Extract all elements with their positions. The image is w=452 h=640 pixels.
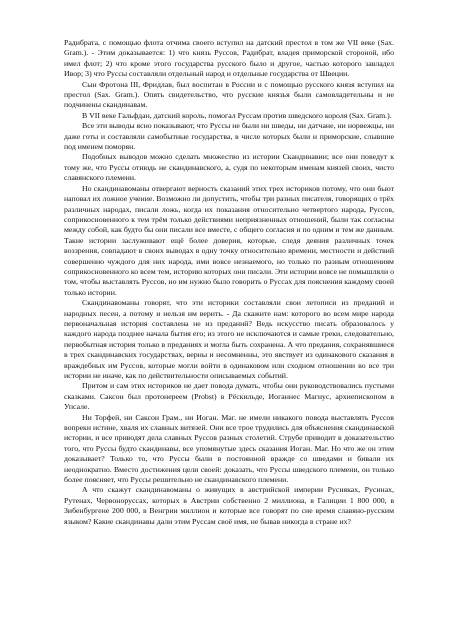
paragraph-10: А что скажут скандинавоманы о живущих в австрийской империи Русняках, Русинах, Рутенах, Червоноруссах, которых в Австрии собственно 2 миллиона, в Галиции 1 800 000, в Зибенбургене 200 000, в Венгрии миллион и которые все говорят по сие время славяно-русским языком? Какие скандинавы дали этим Руссам своё имя, не бывав никогда в стране их? [64,485,394,526]
paragraph-8: Притом и сам этих историков не дает повода думать, чтобы они руководствовались пустыми сказками. Саксон был протонереем (Probst) в Рёскильде, Иоганнес Магнус, архиепископом в Упсале. [64,381,394,412]
paragraph-7: Скандинавоманы говорят, что эти историки составляли свои летописи из преданий и народных песен, а потому и нельзя им верить. - Да скажите нам: которого во всем мире народа первоначальная история составлена не из преданий? Ведь искусство писать образовалось у каждого народа позднее начала бытия его; из этого не исключаются и самые греки, следовательно, первобытная история только в преданиях и могла быть сохранена. А что предания, сохранявшиеся в трех скандинавских государствах, верны и несомненны, это явствует из одинакового сказания в враждебных им Руссов, которые могли войти в одинаковом или сходном отношении во все три истории не иначе, как по действительности описываемых событий. [64,298,394,380]
paragraph-9: Ни Торфей, ни Саксон Грам., ни Иоган. Маг. не имели никакого повода выставлять Руссов вопреки истине, хваля их славных витязей. Они все трое трудились для объяснения скандинавской истории, и все приводят дела славных Руссов разных столетий. Струбе приводит в доказательство того, что Руссы будто скандинавы, все упомянутые здесь сказания Иоган. Маг. Но что же он этим доказывает? Только то, что Руссы были в постоянной вражде со шведами и бивали их неоднократно. Вместо достижения цели своей: доказать, что Руссы шведского племени, он только более поясняет, что Руссы решительно не скандинавского племени. [64,412,394,485]
paragraph-2: Сын Фротона III, Фридлав, был воспитан в России и с помощью русского князя вступил на престол (Sax. Gram.). Опять свидетельство, что русские князья были самовладетельны и не подчинены скандинавам. [64,79,394,110]
document-body [64,38,394,527]
paragraph-1: Радибрата, с помощью флота отчима своего вступил на датский престол в том же VII веке (Sax. Gram.). - Этим доказывается: 1) что князь Руссов, Радибрат, владея приморской стороной, ибо имел флот; 2) что кроме этого государства русского было и другое, частью которого завладел Ивор; 3) что Руссы составляли отдельный народ и отдельные государства от Швеции. [64,38,394,79]
paragraph-5: Подобных выводов можно сделать множество из истории Скандинавии; все они поведут к тому же, что Руссы отнюдь не скандинавского, а, судя по некоторым именам князей своих, чисто славянского племени. [64,152,394,183]
paragraph-6: Но скандинавоманы отвергают верность сказаний этих трех историков потому, что они бьют наповал их ложное учение. Возможно ли допустить, чтобы три разных писателя, говорящих о трёх различных народах, писали ложь, когда их показания относительно четвертого народа, Руссов, соприкосновенного к тем трём только действиями неприязненных отношений, были так согласны между собой, как будто бы они писали все вместе, с общего согласия и по одним и тем же данным. Такие истории заслуживают ещё более доверия, которые, следя деяния различных точек воззрения, совпадают в своих выводах в одну точку относительно времени, местности и действий совершенно чуждого для них народа, ими вовсе незнаемого, но только по разным отношениям соприкосновенного ко всем тем, историю которых они писали. Эти истории вовсе не помышляли о том, чтобы выставлять Руссов, но им нужно было говорить о Руссах для пояснения каждому своей только истории. [64,183,394,297]
paragraph-4: Все эти выводы ясно показывают, что Руссы не были ни шведы, ни датчане, ни норвежцы, ни даже готы и составляли самобытные государства, в числе которых были и приморские, слывшие под именем поморян. [64,121,394,152]
paragraph-3: В VII веке Гальфдан, датский король, помогал Руссам против шведского короля (Sax. Gram.). [82,110,392,120]
